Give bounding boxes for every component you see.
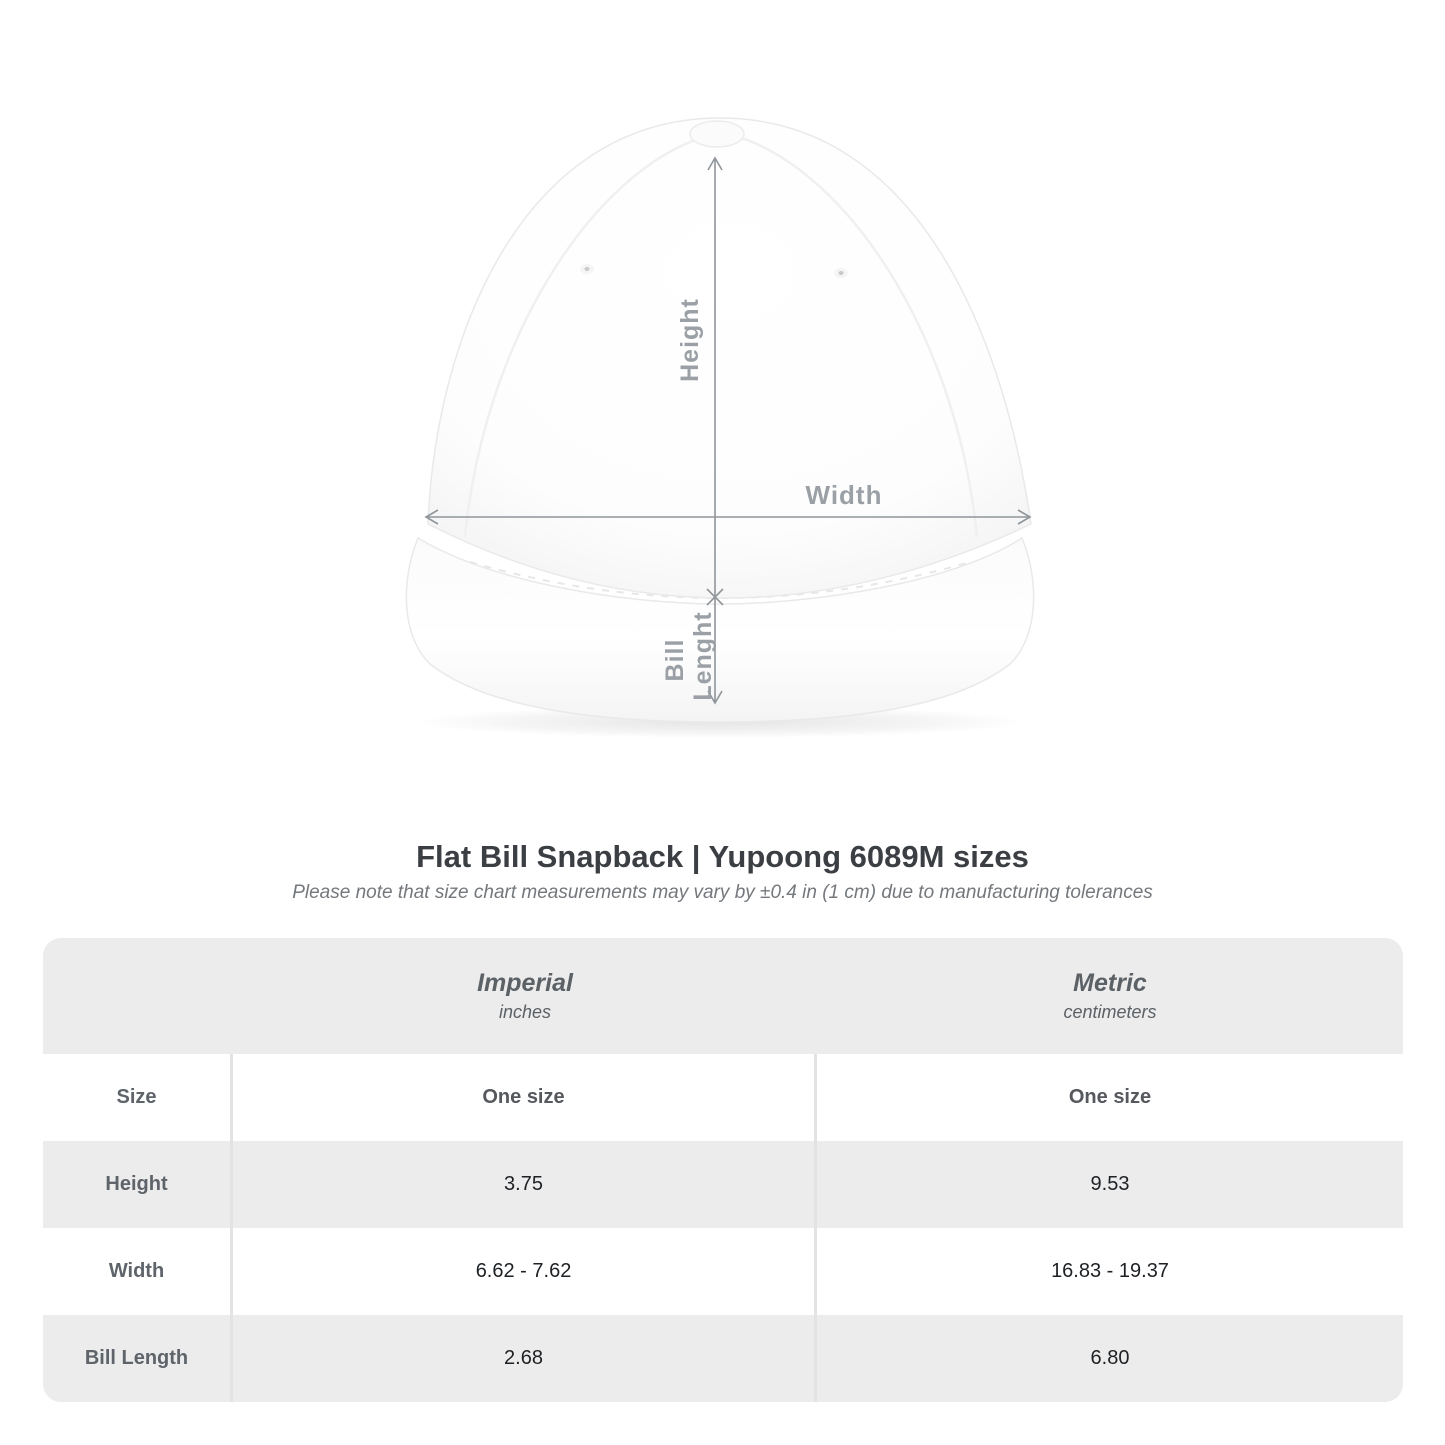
- hat-crown: [428, 118, 1031, 598]
- imperial-value: 3.75: [233, 1141, 817, 1228]
- width-label: Width: [805, 480, 883, 510]
- row-label: Width: [43, 1228, 233, 1315]
- tolerance-note: Please note that size chart measurements may vary by ±0.4 in (1 cm) due to manufacturing tolerances: [292, 882, 1153, 903]
- header-spacer: [43, 938, 233, 1054]
- snapback-hat-illustration: [390, 92, 1052, 742]
- metric-value: 16.83 - 19.37: [1051, 1260, 1169, 1282]
- table-header: [43, 938, 1403, 1054]
- height-label: Height: [676, 298, 704, 382]
- row-label: Height: [43, 1141, 233, 1228]
- table-row-height: [43, 1141, 1403, 1228]
- eyelet-right: [834, 268, 848, 278]
- table-row-size: [43, 1054, 1403, 1141]
- metric-value: 9.53: [1090, 1173, 1130, 1195]
- header-imperial: [233, 938, 817, 1054]
- imperial-title: Imperial: [477, 969, 573, 997]
- metric-title: Metric: [1073, 969, 1147, 997]
- page-title: Flat Bill Snapback | Yupoong 6089M sizes: [416, 839, 1029, 874]
- table-row-width: [43, 1228, 1403, 1315]
- hat-top-button: [690, 121, 744, 147]
- eyelet-left: [580, 264, 594, 274]
- table-row-bill-length: [43, 1315, 1403, 1402]
- header-metric: [817, 938, 1403, 1054]
- metric-value: One size: [1068, 1086, 1152, 1108]
- imperial-value: 6.62 - 7.62: [233, 1228, 817, 1315]
- size-chart-table: [43, 938, 1403, 1402]
- metric-unit: centimeters: [1063, 1002, 1157, 1022]
- bill-length-label: Bill Lenght: [661, 611, 717, 701]
- hat-size-diagram: [390, 92, 1052, 742]
- metric-value: 6.80: [1090, 1347, 1130, 1369]
- row-label: Size: [43, 1054, 233, 1141]
- imperial-value: One size: [233, 1054, 817, 1141]
- heading-block: [0, 838, 1445, 904]
- imperial-value: 2.68: [233, 1315, 817, 1402]
- row-label: Bill Length: [43, 1315, 233, 1402]
- imperial-unit: inches: [498, 1002, 552, 1022]
